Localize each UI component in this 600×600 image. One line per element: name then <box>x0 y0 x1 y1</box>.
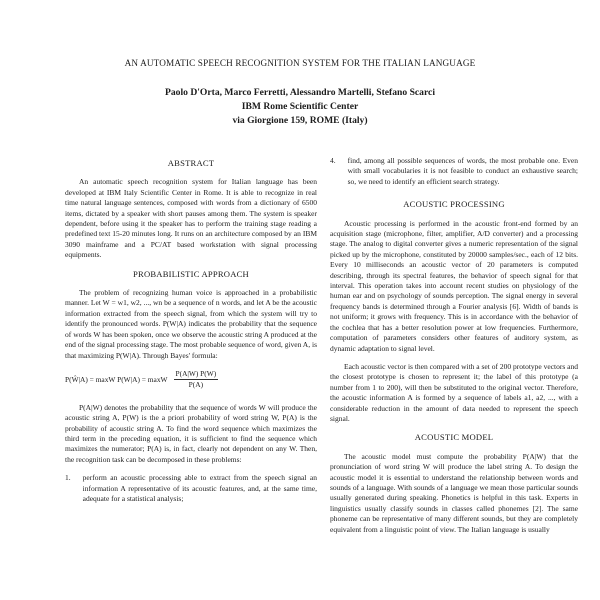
formula-fraction <box>174 369 219 391</box>
list-text: perform an acoustic processing able to extract from the speech signal an information A representative of its acoustic features, and, at the same time, adequate for a statistical analysis; <box>82 473 317 503</box>
list-text: find, among all possible sequences of words, the most probable one. Even with small vocabularies it is not feasible to conduct an exhaustive search; so, we need to identify an efficient search strategy. <box>347 156 578 186</box>
formula-numerator: P(A|W) P(W) <box>174 369 219 380</box>
author-block <box>0 86 600 128</box>
list-number: 1. <box>65 473 71 483</box>
paragraph: Acoustic processing is performed in the acoustic front-end formed by an acquisition stage (microphone, filter, amplifier, A/D converter) and a processing stage. The analog to digital converter gives a numeric representation of the signal picked up by the microphone, constituted by 20000 samples/sec., each of 12 bits. Every 10 milliseconds an acoustic vector of 20 parameters is computed describing, through its spectral features, the behavior of speech signal for that interval. This operation takes into account recent studies on physiology of the human ear and on psychology of sounds perception. The signal energy in several frequency bands is determined through a Fourier analysis [6]. Width of bands is not uniform; it grows with frequency. This is in accordance with the behavior of the cochlea that has a better resolution power at low frequencies. Furthermore, computation of parameters considers other features of auditory system, as dynamic adaptation to signal level. <box>330 218 578 353</box>
author-names: Paolo D'Orta, Marco Ferretti, Alessandro Martelli, Stefano Scarci <box>165 87 435 98</box>
list-item <box>65 473 317 504</box>
paper-title: AN AUTOMATIC SPEECH RECOGNITION SYSTEM FOR THE ITALIAN LANGUAGE <box>124 58 476 68</box>
paragraph: The problem of recognizing human voice is approached in a probabilistic manner. Let W = w1, w2, ..., wn be a sequence of n words, and let A be the acoustic information extracted from the speech signal, from which the system will try to identify the pronounced words. P(W|A) indicates the probability that the sequence of words W has been spoken, once we observe the acoustic string A produced at the end of the signal processing stage. The most probable sequence of word, given A, is that maximizing P(W|A). Through Bayes' formula: <box>65 288 317 360</box>
right-column <box>330 156 578 543</box>
left-column <box>65 156 317 510</box>
paragraph: P(A|W) denotes the probability that the sequence of words W will produce the acoustic string A, P(W) is the a priori probability of word string W, P(A) is the probability of acoustic string A. To find the word sequence which maximizes the third term in the preceding equation, it is sufficient to find the sequence which maximizes the numerator; P(A) is, in fact, clearly not dependent on any W. Then, the recognition task can be decomposed in these problems: <box>65 402 317 464</box>
list-number: 4. <box>330 156 336 165</box>
section-heading-acoustic-model: ACOUSTIC MODEL <box>414 432 494 443</box>
section-heading-probabilistic: PROBABILISTIC APPROACH <box>133 268 249 279</box>
affiliation: IBM Rome Scientific Center <box>241 101 359 112</box>
abstract-heading: ABSTRACT <box>167 158 215 168</box>
formula-denominator: P(A) <box>188 380 204 390</box>
list-item <box>330 156 578 187</box>
formula-lhs: P(Ŵ|A) = maxW P(W|A) = maxW <box>65 374 168 384</box>
address: via Giorgione 159, ROME (Italy) <box>232 115 368 126</box>
section-heading-acoustic-processing: ACOUSTIC PROCESSING <box>403 199 505 210</box>
bayes-formula <box>65 369 317 391</box>
paragraph: The acoustic model must compute the probability P(A|W) that the pronunciation of word string W will produce the label string A. To design the acoustic model it is essential to understand the relationship between words and sounds of a language. With sounds of a language we mean those particular sounds usually generated during speaking. Phonetics is helpful in this task. Experts in linguistics usually classify sounds in classes called phonemes [2]. The same phoneme can be representative of many different sounds, but they are completely equivalent from a linguistic point of view. The Italian language is usually <box>330 451 578 534</box>
paragraph: Each acoustic vector is then compared with a set of 200 prototype vectors and the closest prototype is chosen to represent it; the label of this prototype (a number from 1 to 200), will then be substituted to the original vector. Therefore, the acoustic information A is formed by a sequence of labels a1, a2, ..., with a considerable reduction in the amount of data needed to represent the speech signal. <box>330 361 578 423</box>
abstract-text: An automatic speech recognition system for Italian language has been developed at IBM Italy Scientific Center in Rome. It is able to recognize in real time natural language sentences, composed with words from a dictionary of 6500 items, dictated by a speaker with short pauses among them. The system is speaker dependent, before using it the speaker has to perform the training stage reading a predefined text 15-20 minutes long. It runs on an architecture composed by an IBM 3090 mainframe and a PC/AT based workstation with signal processing equipments. <box>65 177 317 260</box>
